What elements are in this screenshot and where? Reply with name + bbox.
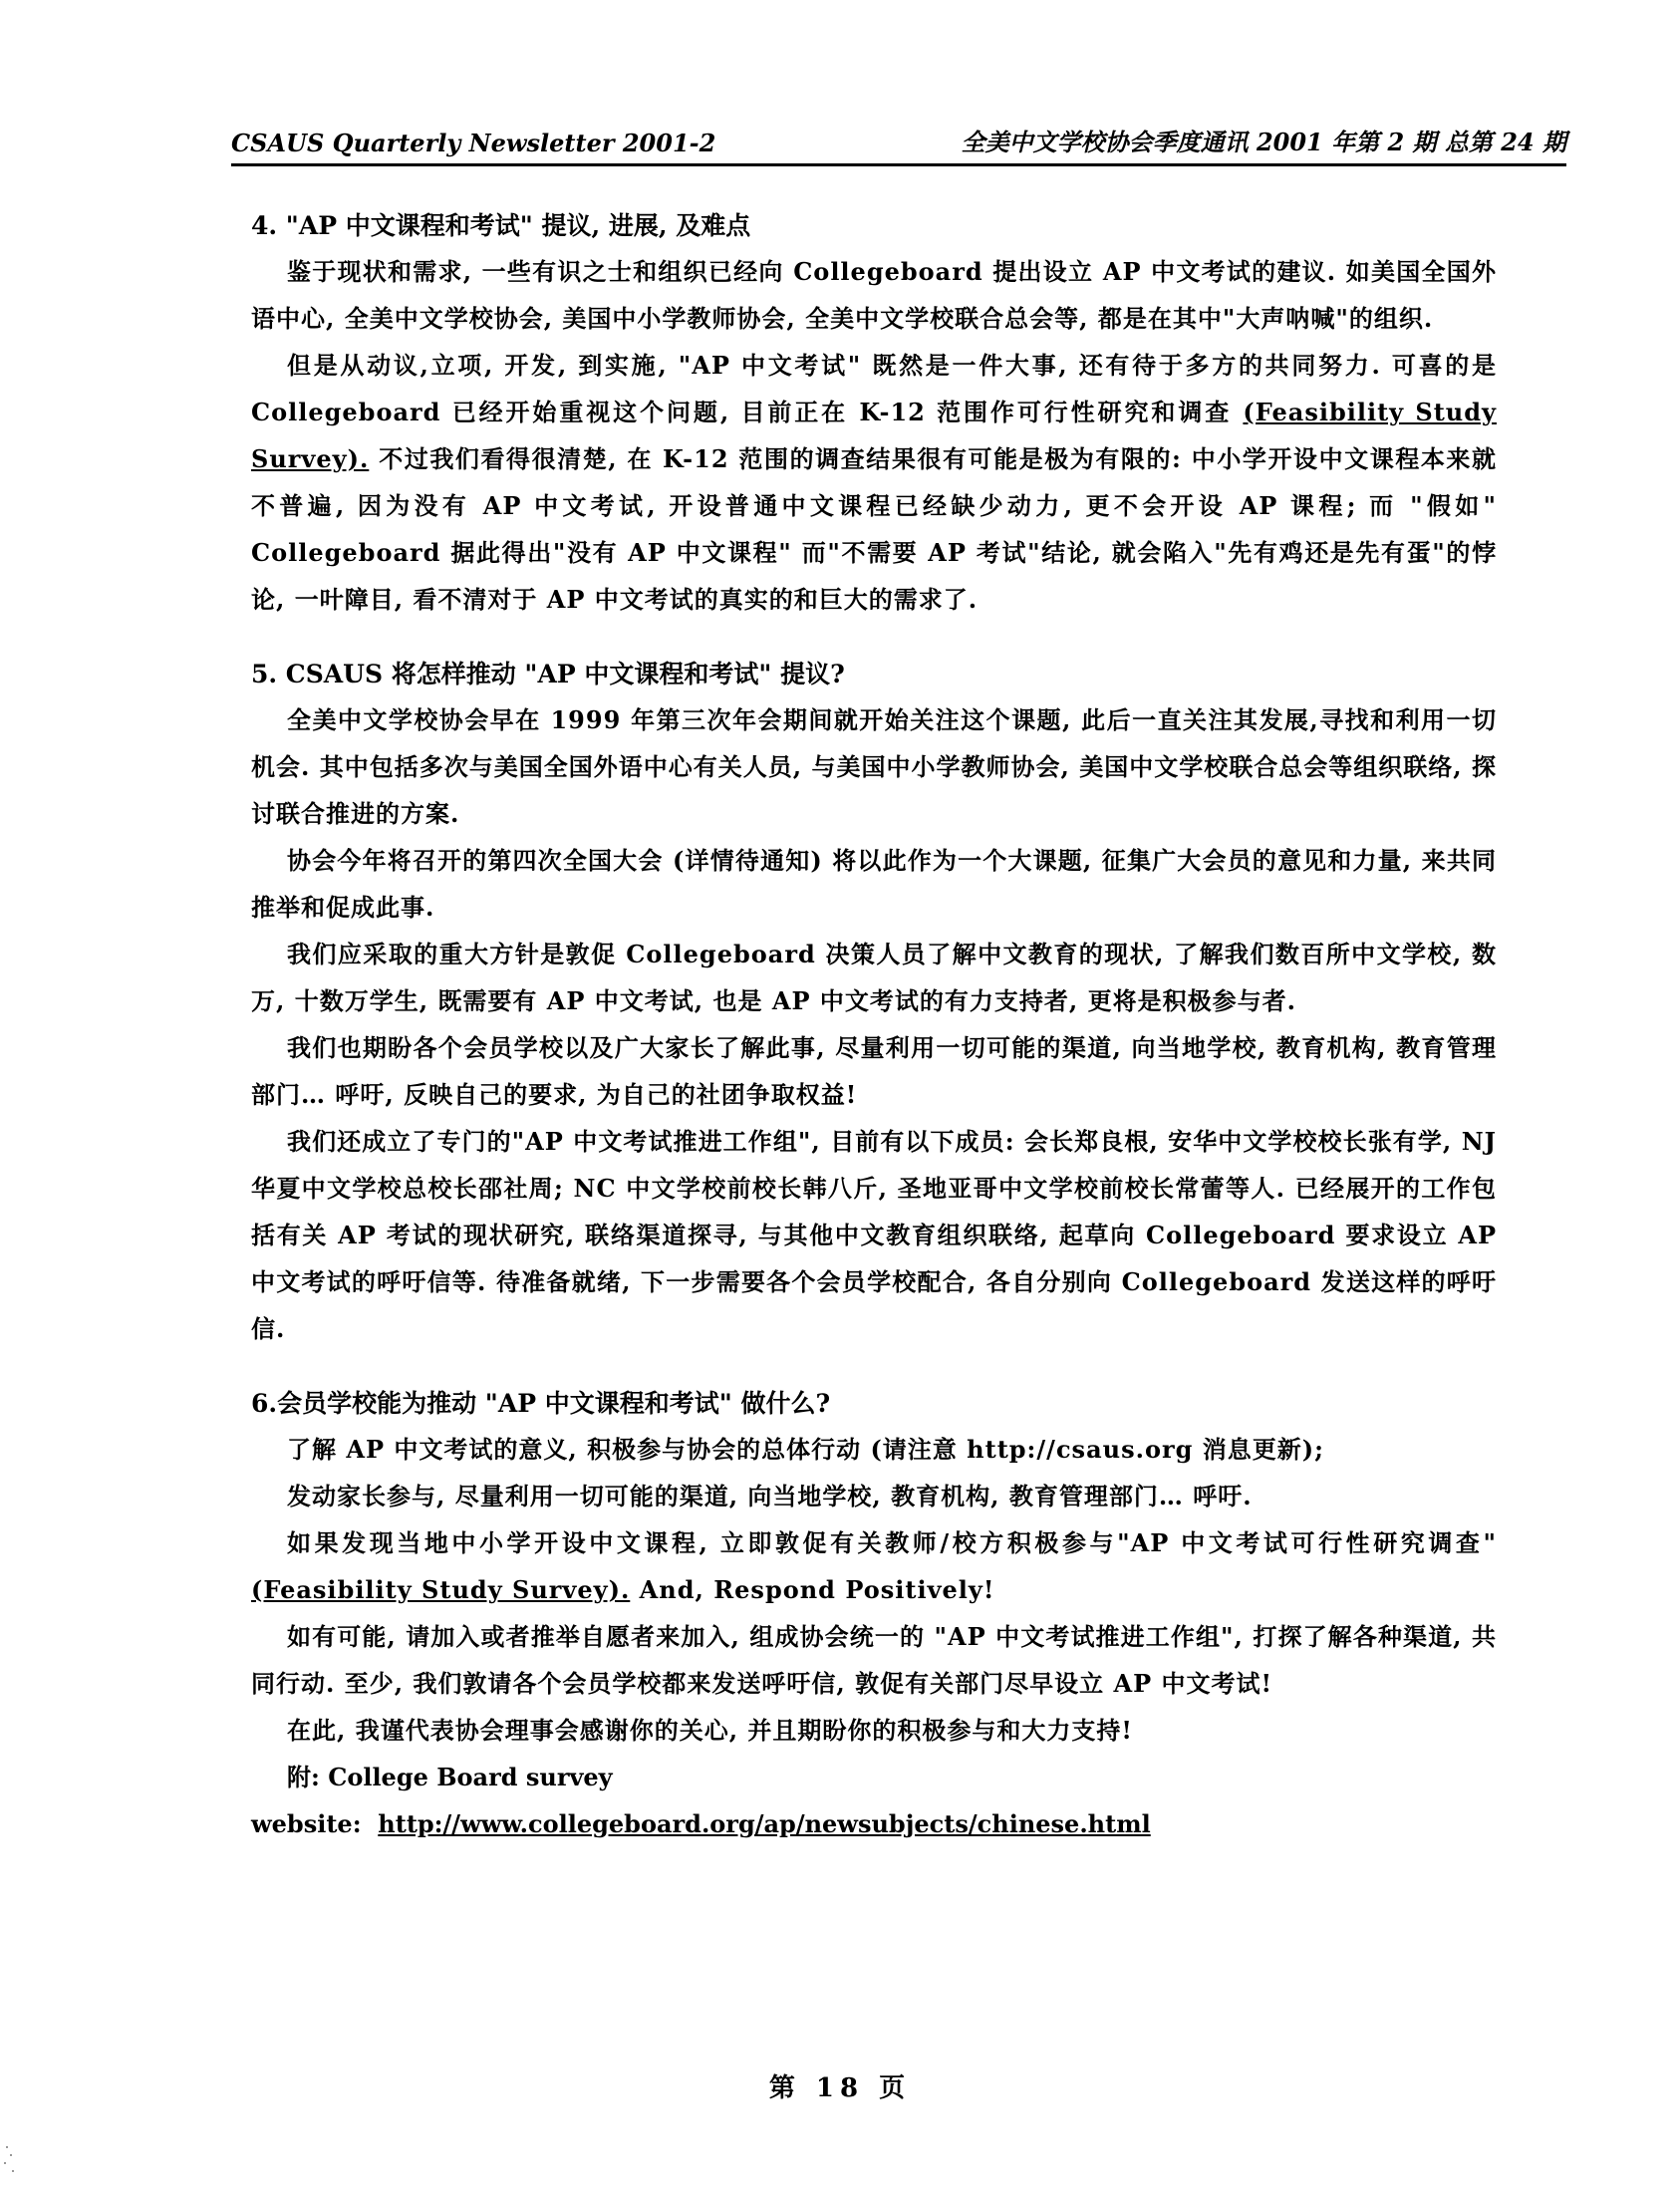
section-4-heading: 4. "AP 中文课程和考试" 提议, 进展, 及难点 xyxy=(251,211,751,240)
appendix-label: 附: College Board survey website: xyxy=(251,1763,613,1838)
section-4-paragraph-2-part-b: 不过我们看得很清楚, 在 K-12 范围的调查结果很有可能是极为有限的: 中小学开设中文课程本来就不普遍, 因为没有 AP 中文考试, 开设普通中文课程已经缺少动力, 更不会开设 AP 课程; 而 "假如" Collegeboard 据此得出"没有 AP 中文课程" 而"不需要 AP 考试"结论, 就会陷入"先有鸡还是先有蛋"的悖论, 一叶障目, 看不清对于 AP 中文考试的真实的和巨大的需求了. xyxy=(251,444,1497,614)
scan-artifact xyxy=(0,2142,30,2182)
section-5-paragraph-5: 我们还成立了专门的"AP 中文考试推进工作组", 目前有以下成员: 会长郑良根, 安华中文学校校长张有学, NJ 华夏中文学校总校长邵社周; NC 中文学校前校长韩八斤, 圣地亚哥中文学校前校长常蕾等人. 已经展开的工作包括有关 AP 考试的现状研究, 联络渠道探寻, 与其他中文教育组织联络, 起草向 Collegeboard 要求设立 AP 中文考试的呼吁信等. 待准备就绪, 下一步需要各个会员学校配合, 各自分别向 Collegeboard 发送这样的呼吁信. xyxy=(251,1127,1497,1343)
article-body xyxy=(251,204,1497,1847)
section-6-paragraph-5: 在此, 我谨代表协会理事会感谢你的关心, 并且期盼你的积极参与和大力支持! xyxy=(287,1716,1133,1745)
section-5-heading: 5. CSAUS 将怎样推动 "AP 中文课程和考试" 提议? xyxy=(251,660,845,688)
section-4-paragraph-2-part-a: 但是从动议,立项, 开发, 到实施, "AP 中文考试" 既然是一件大事, 还有待于多方的共同努力. 可喜的是 Collegeboard 已经开始重视这个问题, 目前正在 K-12 范围作可行性研究和调查 xyxy=(251,351,1497,426)
feasibility-study-link-2[interactable]: (Feasibility Study Survey). xyxy=(251,1575,631,1604)
section-5-paragraph-2: 协会今年将召开的第四次全国大会 (详情待通知) 将以此作为一个大课题, 征集广大会员的意见和力量, 来共同推举和促成此事. xyxy=(251,846,1497,922)
section-6-paragraph-1: 了解 AP 中文考试的意义, 积极参与协会的总体行动 (请注意 http://csaus.org 消息更新); xyxy=(287,1435,1324,1464)
page-header xyxy=(231,128,1566,166)
section-5-paragraph-3: 我们应采取的重大方针是敦促 Collegeboard 决策人员了解中文教育的现状, 了解我们数百所中文学校, 数万, 十数万学生, 既需要有 AP 中文考试, 也是 AP 中文考试的有力支持者, 更将是积极参与者. xyxy=(251,940,1497,1015)
collegeboard-survey-link[interactable]: http://www.collegeboard.org/ap/newsubjects/chinese.html xyxy=(378,1809,1151,1838)
section-6-paragraph-3-part-b: And, xyxy=(630,1575,714,1604)
appendix-line xyxy=(251,1754,1497,1847)
feasibility-study-link-1[interactable]: (Feasibility Study Survey). xyxy=(251,398,1497,473)
header-left-title: CSAUS Quarterly Newsletter 2001-2 xyxy=(231,129,716,157)
section-6-paragraph-2: 发动家长参与, 尽量利用一切可能的渠道, 向当地学校, 教育机构, 教育管理部门… 呼吁. xyxy=(287,1482,1253,1510)
section-6-paragraph-4: 如有可能, 请加入或者推举自愿者来加入, 组成协会统一的 "AP 中文考试推进工作组", 打探了解各种渠道, 共同行动. 至少, 我们敦请各个会员学校都来发送呼吁信, 敦促有关部门尽早设立 AP 中文考试! xyxy=(251,1622,1497,1698)
section-4-paragraph-1: 鉴于现状和需求, 一些有识之士和组织已经向 Collegeboard 提出设立 AP 中文考试的建议. 如美国全国外语中心, 全美中文学校协会, 美国中小学教师协会, 全美中文学校联合总会等, 都是在其中"大声呐喊"的组织. xyxy=(251,257,1497,333)
page-number: 第 18 页 xyxy=(768,2073,912,2103)
section-5-paragraph-4: 我们也期盼各个会员学校以及广大家长了解此事, 尽量利用一切可能的渠道, 向当地学校, 教育机构, 教育管理部门… 呼吁, 反映自己的要求, 为自己的社团争取权益! xyxy=(251,1033,1497,1109)
respond-positively-text: Respond Positively! xyxy=(713,1575,995,1604)
section-6-paragraph-3 xyxy=(251,1519,1497,1613)
section-6-heading: 6.会员学校能为推动 "AP 中文课程和考试" 做什么? xyxy=(251,1389,831,1418)
header-right-title: 全美中文学校协会季度通讯 2001 年第 2 期 总第 24 期 xyxy=(961,128,1566,156)
section-6-paragraph-3-part-a: 如果发现当地中小学开设中文课程, 立即敦促有关教师/校方积极参与"AP 中文考试可行性研究调查" xyxy=(287,1528,1497,1557)
section-4-paragraph-2 xyxy=(251,342,1497,623)
section-5-paragraph-1: 全美中文学校协会早在 1999 年第三次年会期间就开始关注这个课题, 此后一直关注其发展,寻找和利用一切机会. 其中包括多次与美国全国外语中心有关人员, 与美国中小学教师协会, 美国中文学校联合总会等组织联络, 探讨联合推进的方案. xyxy=(251,705,1497,828)
